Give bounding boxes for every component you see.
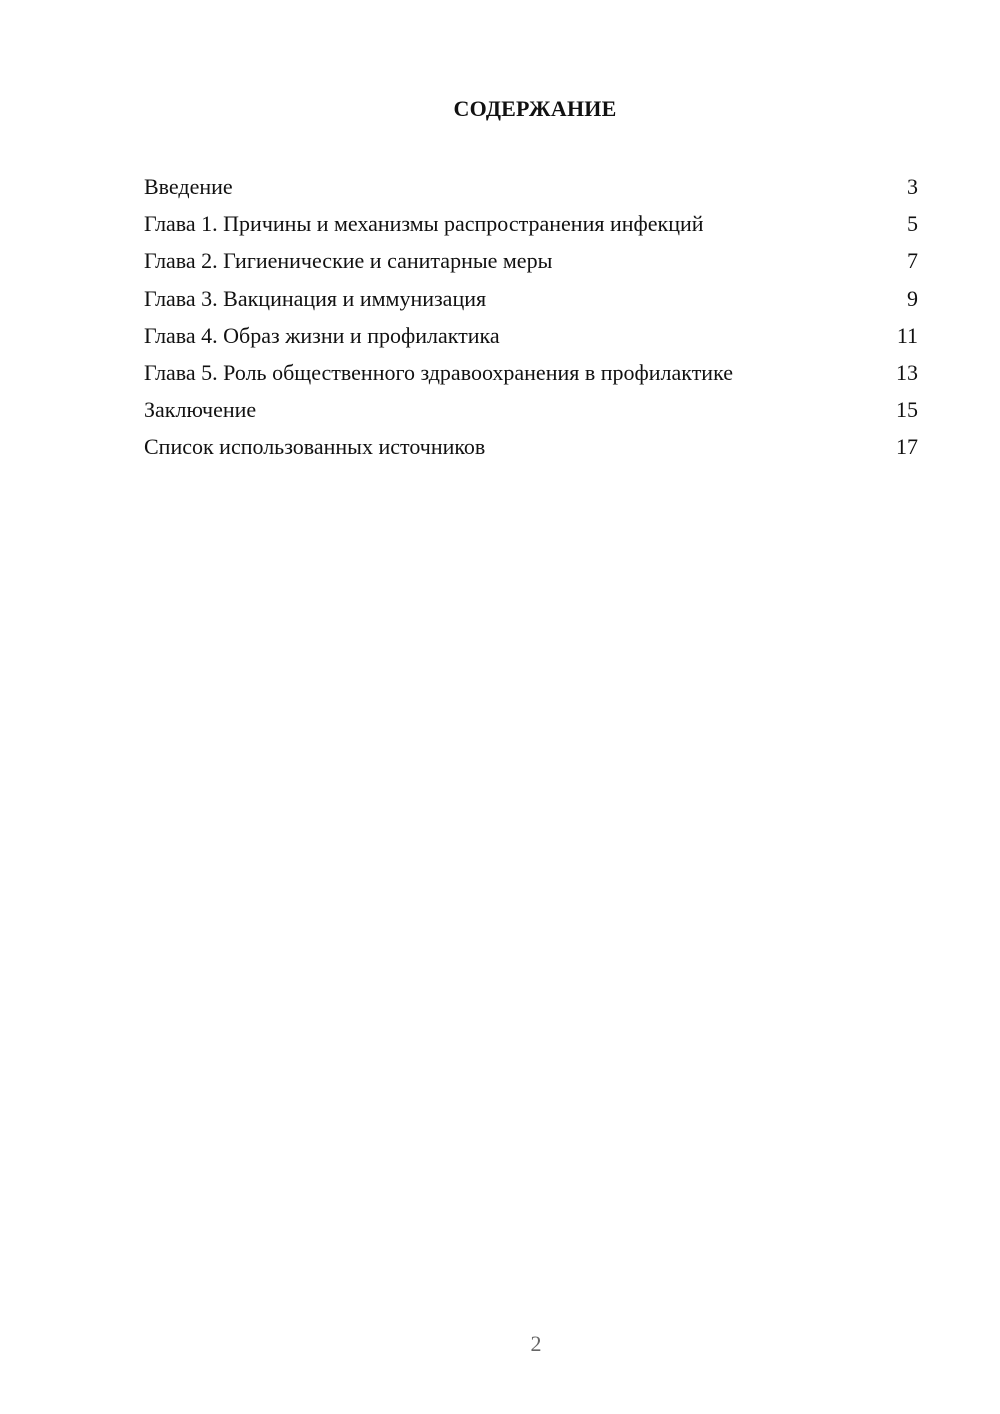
toc-entry-title: Глава 5. Роль общественного здравоохранения в профилактике (144, 359, 733, 385)
toc-entry-page: 15 (896, 397, 918, 423)
toc-entry-page: 13 (896, 359, 918, 385)
toc-heading: СОДЕРЖАНИЕ (453, 96, 617, 121)
table-of-contents (144, 168, 918, 466)
toc-entry-title: Глава 2. Гигиенические и санитарные меры (144, 248, 553, 274)
toc-entry-chapter-5 (144, 354, 918, 391)
toc-entry-conclusion (144, 391, 918, 428)
toc-entry-title: Введение (144, 174, 233, 199)
toc-entry-title: Глава 4. Образ жизни и профилактика (144, 322, 500, 348)
toc-entry-chapter-4 (144, 317, 918, 354)
toc-entry-page: 3 (907, 174, 918, 199)
toc-entry-title: Глава 1. Причины и механизмы распространения инфекций (144, 211, 704, 237)
toc-entry-title: Список использованных источников (144, 434, 486, 460)
toc-entry-page: 5 (907, 211, 918, 237)
toc-entry-introduction (144, 168, 918, 205)
toc-entry-page: 9 (907, 285, 918, 311)
toc-entry-page: 17 (896, 434, 918, 460)
toc-entry-title: Заключение (144, 397, 257, 423)
toc-entry-chapter-2 (144, 242, 918, 279)
toc-entry-references (144, 428, 918, 465)
toc-entry-page: 7 (907, 248, 918, 274)
toc-entry-chapter-1 (144, 205, 918, 242)
toc-entry-title: Глава 3. Вакцинация и иммунизация (144, 285, 487, 311)
toc-entry-chapter-3 (144, 280, 918, 317)
toc-entry-page: 11 (896, 322, 918, 348)
page-number: 2 (530, 1331, 542, 1356)
